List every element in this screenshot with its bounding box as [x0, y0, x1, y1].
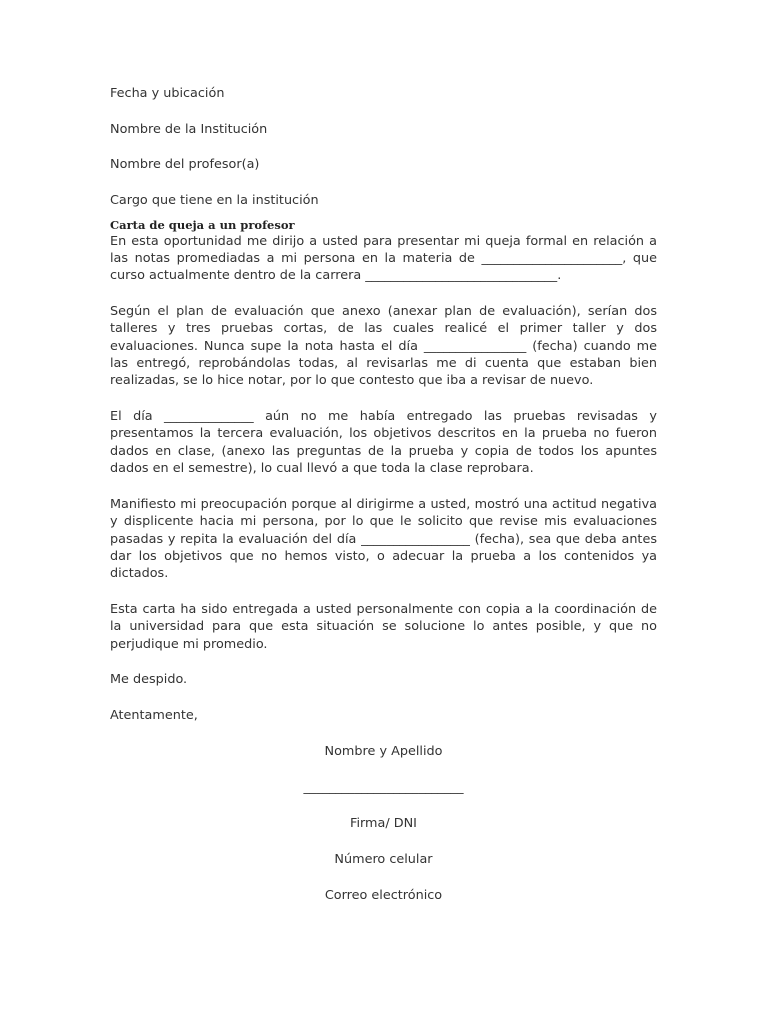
- teacher-name: Nombre del profesor(a): [110, 157, 260, 173]
- letter-title: Carta de queja a un profesor: [110, 217, 295, 232]
- sign-off: Atentamente,: [110, 708, 198, 724]
- date-location: Fecha y ubicación: [110, 86, 225, 101]
- signature-name: Nombre y Apellido: [324, 744, 443, 760]
- signature-line: _________________________: [303, 780, 464, 796]
- farewell: Me despido.: [110, 672, 188, 688]
- phone-number: Número celular: [334, 851, 433, 867]
- email: Correo electrónico: [324, 887, 443, 903]
- paragraph-4: Manifiesto mi preocupación porque al dirigirme a usted, mostró una actitud negativa y displicente hacia mi persona, por lo que le solicito que revise mis evaluaciones pasadas y repita la evaluación del día _________________ (fecha), sea que deba antes dar los objetivos que no hemos visto, o adecuar la prueba a los contenidos ya dictados.: [110, 496, 657, 582]
- signature-block: [110, 743, 657, 904]
- paragraph-2: Según el plan de evaluación que anexo (anexar plan de evaluación), serían dos talleres y tres pruebas cortas, de las cuales realicé el primer taller y dos evaluaciones. Nunca supe la nota hasta el día ________________ (fecha) cuando me las entregó, reprobándolas todas, al revisarlas me di cuenta que estaban bien realizadas, se lo hice notar, por lo que contesto que iba a revisar de nuevo.: [110, 304, 657, 389]
- paragraph-5: Esta carta ha sido entregada a usted personalmente con copia a la coordinación de la universidad para que esta situación se solucione lo antes posible, y que no perjudique mi promedio.: [110, 602, 657, 652]
- institution-name: Nombre de la Institución: [110, 121, 268, 137]
- paragraph-1: En esta oportunidad me dirijo a usted para presentar mi queja formal en relación a las notas promediadas a mi persona en la materia de ______________________, que curso actualmente dentro de la carrera ______________________________.: [110, 233, 657, 284]
- letter-page: [110, 85, 657, 904]
- paragraph-3: El día ______________ aún no me había entregado las pruebas revisadas y presentamos la tercera evaluación, los objetivos descritos en la prueba no fueron dados en clase, (anexo las preguntas de la prueba y copia de todos los apuntes dados en el semestre), lo cual llevó a que toda la clase reprobara.: [110, 409, 657, 477]
- teacher-position: Cargo que tiene en la institución: [110, 192, 319, 208]
- signature-dni: Firma/ DNI: [350, 816, 417, 832]
